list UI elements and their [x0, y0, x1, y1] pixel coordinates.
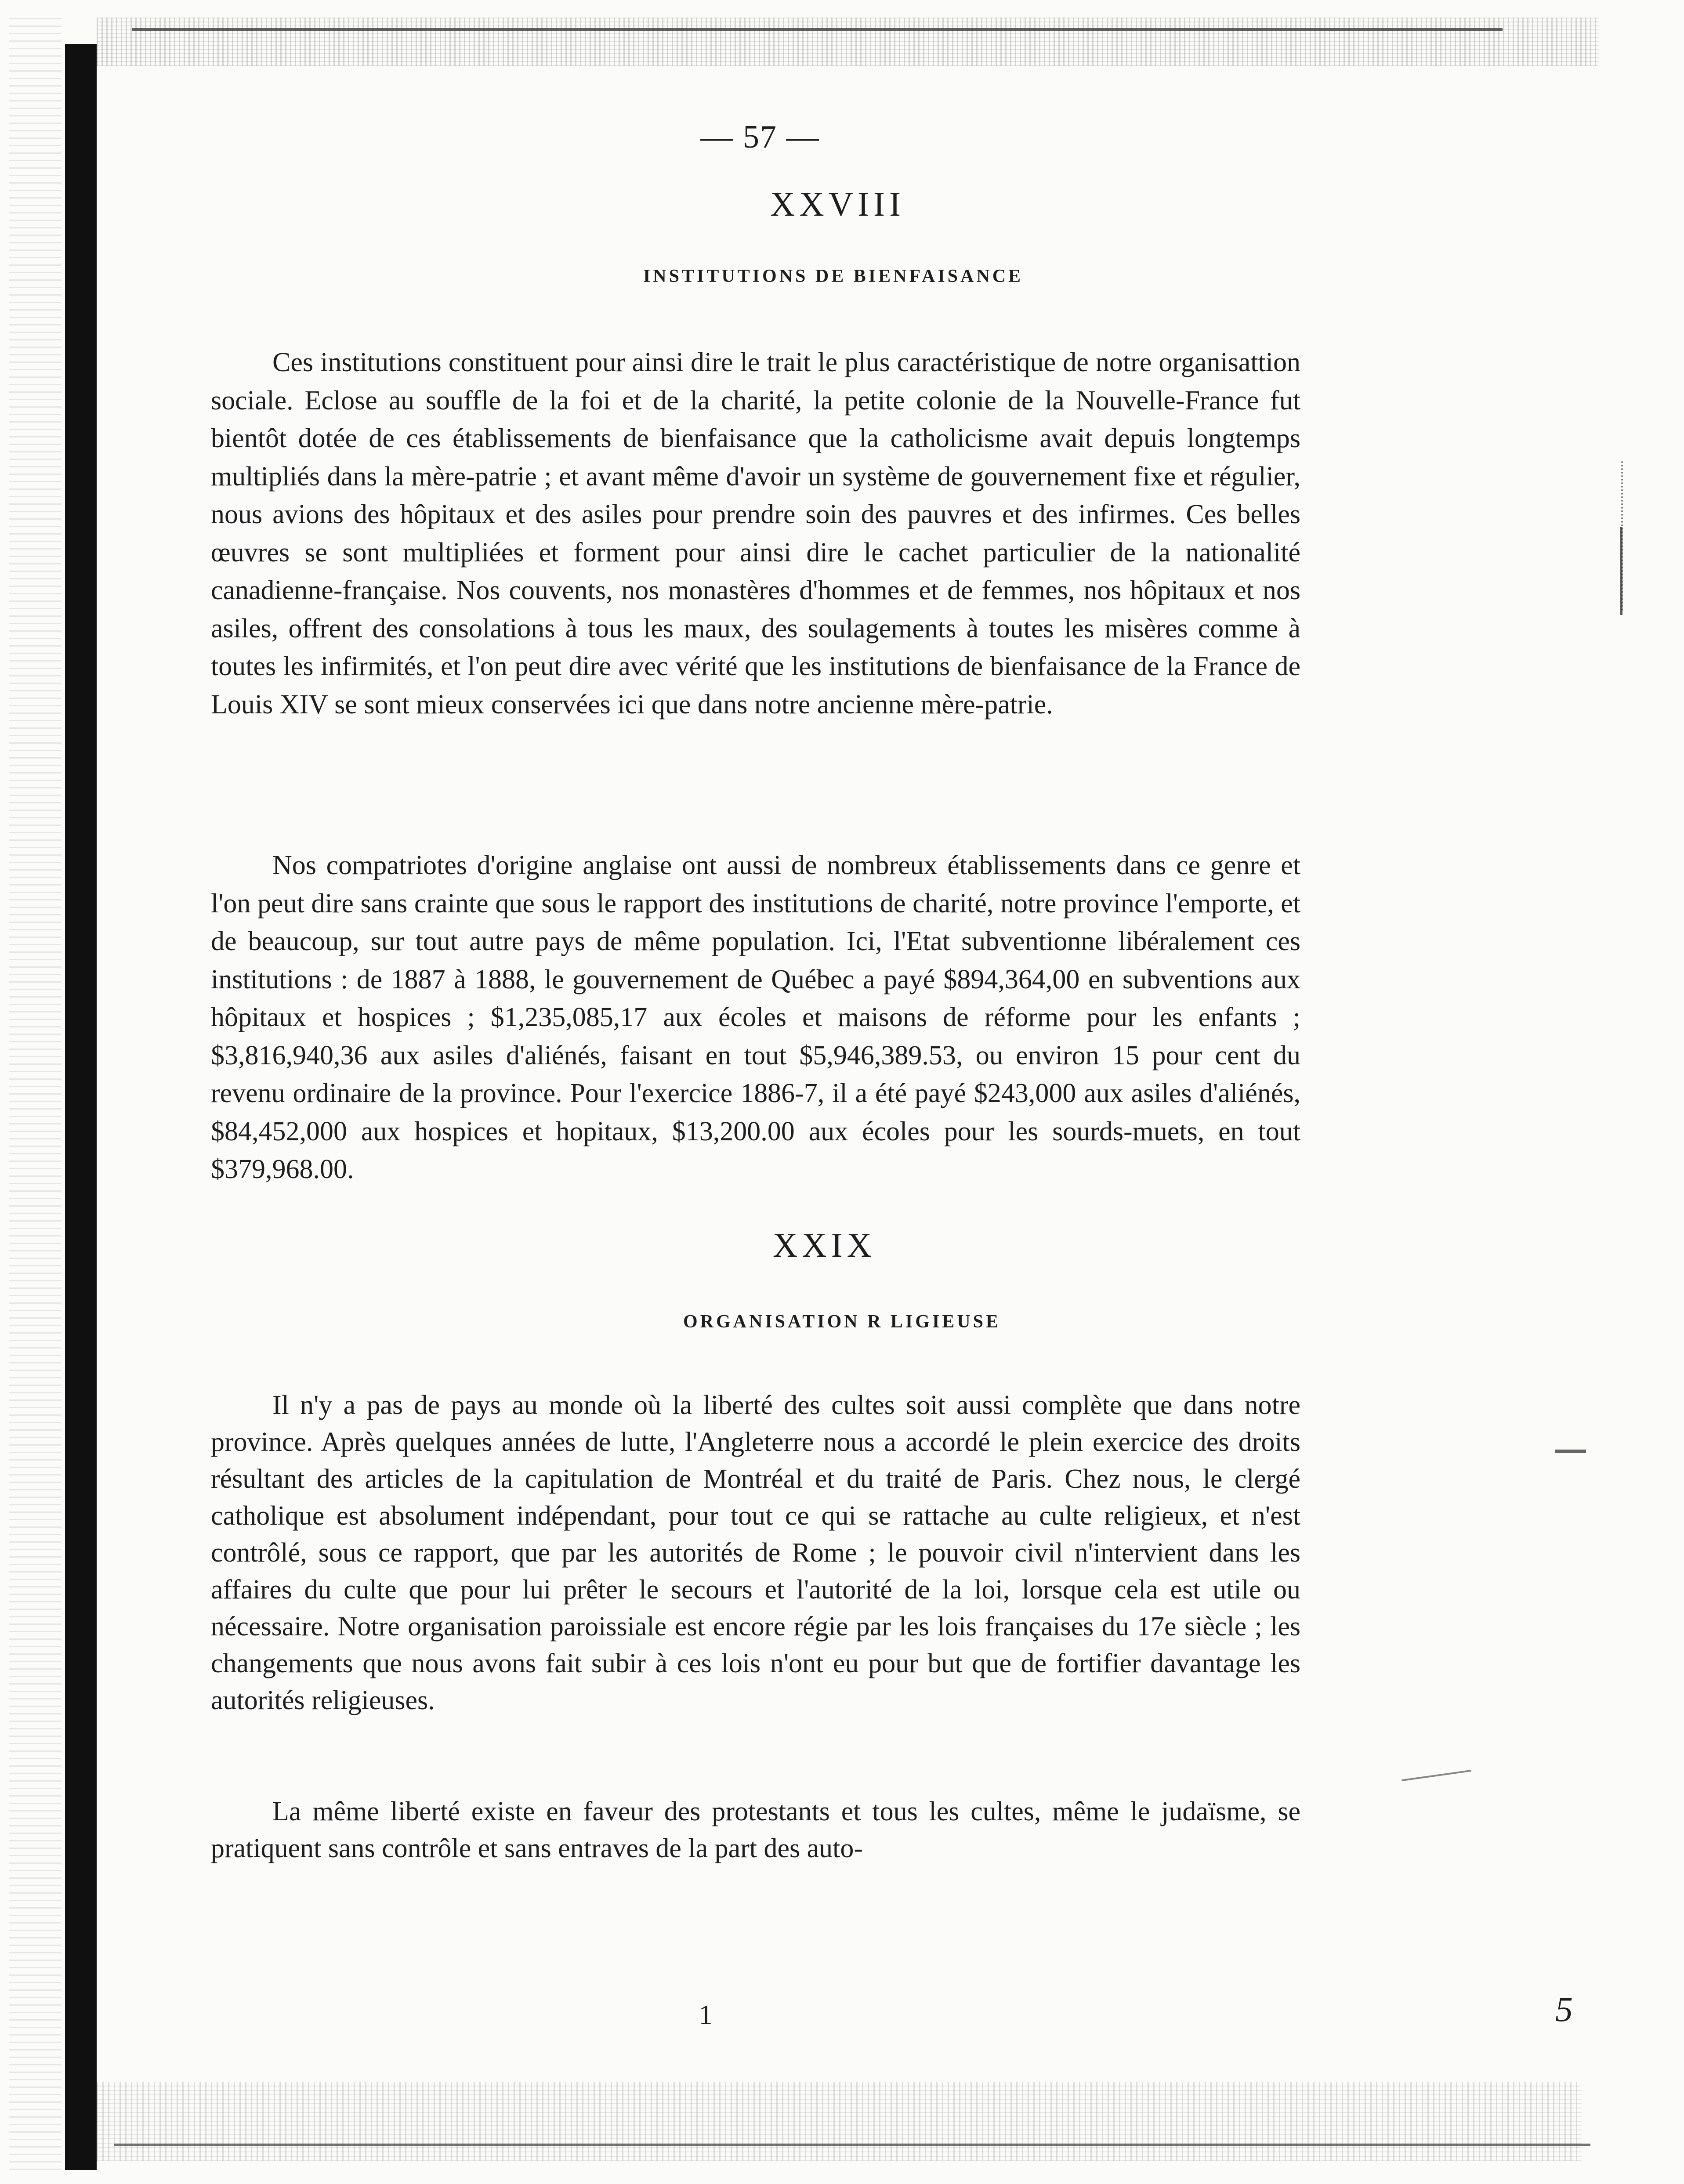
scan-noise-bottom	[97, 2082, 1582, 2161]
section-heading: INSTITUTIONS DE BIENFAISANCE	[643, 266, 1024, 286]
paragraph: Ces institutions constituent pour ainsi dire le trait le plus caractéristique de notre organisattion sociale. Eclose au souffle de la foi et de la charité, la petite colonie de la Nouvelle-France fut bientôt dotée de ces établissements de bienfaisance que la catholicisme avait depuis longtemps multipliés dans la mère-patrie ; et avant même d'avoir un système de gouvernement fixe et régulier, nous avions des hôpitaux et des asiles pour prendre soin des pauvres et des infirmes. Ces belles œuvres se sont multipliées et forment pour ainsi dire le cachet particulier de la nationalité canadienne-française. Nos couvents, nos monastères d'hommes et de femmes, nos hôpitaux et nos asiles, offrent des consolations à tous les maux, des soulagements à toutes les misères comme à toutes les infirmités, et l'on peut dire avec vérité que les institutions de bienfaisance de la France de Louis XIV se sont mieux conservées ici que dans notre ancienne mère-patrie.	[211, 347, 1300, 720]
margin-dash	[1555, 1450, 1586, 1453]
section-numeral: XXIX	[773, 1226, 876, 1264]
margin-stroke	[1402, 1770, 1472, 1784]
bottom-mark: 1	[699, 1999, 713, 2030]
paragraph: La même liberté existe en faveur des protestants et tous les cultes, même le judaïsme, se pratiquent sans contrôle et sans entraves de la part des auto-	[211, 1797, 1300, 1863]
margin-rule	[1620, 527, 1622, 615]
page-number: — 57 —	[700, 119, 820, 155]
scan-noise-top	[97, 18, 1599, 66]
section-numeral: XXVIII	[770, 185, 905, 223]
section-heading: ORGANISATION R LIGIEUSE	[683, 1312, 1001, 1332]
scan-edge-top	[132, 28, 1503, 31]
binding-shadow	[65, 44, 97, 2170]
scan-edge-bottom	[114, 2144, 1590, 2146]
paragraph: Nos compatriotes d'origine anglaise ont aussi de nombreux établissements dans ce genre et l'on peut dire sans crainte que sous le rapport des institutions de charité, notre province l'emporte, et de beaucoup, sur tout autre pays de même population. Ici, l'Etat subventionne libéralement ces institutions : de 1887 à 1888, le gouvernement de Québec a payé $894,364,00 en subventions aux hôpitaux et hospices ; $1,235,085,17 aux écoles et maisons de réforme pour les enfants ; $3,816,940,36 aux asiles d'aliénés, faisant en tout $5,946,389.53, ou environ 15 pour cent du revenu ordinaire de la province. Pour l'exercice 1886-7, il a été payé $243,000 aux asiles d'aliénés, $84,452,000 aux hospices et hopitaux, $13,200.00 aux écoles pour les sourds-muets, en tout $379,968.00.	[211, 850, 1300, 1184]
paragraph: Il n'y a pas de pays au monde où la liberté des cultes soit aussi complète que dans notre province. Après quelques années de lutte, l'Angleterre nous a accordé le plein exercice des droits résultant des articles de la capitulation de Montréal et du traité de Paris. Chez nous, le clergé catholique est absolument indépendant, pour tout ce qui se rattache au culte religieux, et n'est contrôlé, sous ce rapport, que par les autorités de Rome ; le pouvoir civil n'intervient dans les affaires du culte que pour lui prêter le secours et l'autorité de la loi, lorsque cela est utile ou nécessaire. Notre organisation paroissiale est encore régie par les lois françaises du 17e siècle ; les changements que nous avons fait subir à ces lois n'ont eu pour but que de fortifier davantage les autorités religieuses.	[211, 1390, 1300, 1715]
margin-mark: 5	[1555, 1990, 1573, 2029]
scan-noise-left	[9, 18, 62, 2170]
